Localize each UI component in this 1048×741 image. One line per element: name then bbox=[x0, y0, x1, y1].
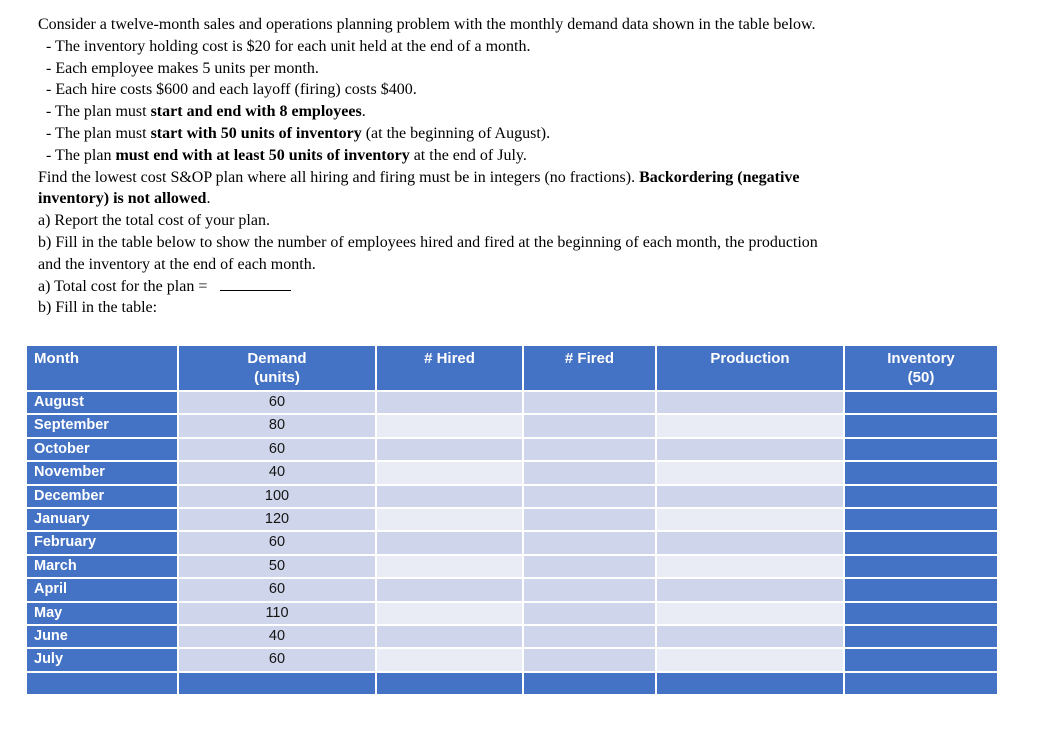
demand-cell: 60 bbox=[179, 649, 375, 670]
column-header-label: Demand bbox=[247, 350, 307, 367]
inventory-cell[interactable] bbox=[845, 392, 997, 413]
footer-cell bbox=[377, 673, 522, 694]
paragraph-line bbox=[38, 101, 1033, 123]
paragraph-line bbox=[38, 58, 1033, 80]
text-segment: . bbox=[206, 190, 211, 208]
answer-blank[interactable] bbox=[220, 278, 291, 291]
footer-cell bbox=[524, 673, 655, 694]
hired-cell[interactable] bbox=[377, 486, 522, 507]
footer-cell bbox=[657, 673, 843, 694]
production-cell[interactable] bbox=[657, 579, 843, 600]
text-segment: Consider a twelve-month sales and operations planning problem with the monthly demand data shown in the table below. bbox=[38, 16, 816, 33]
month-cell: June bbox=[27, 626, 177, 647]
hired-cell[interactable] bbox=[377, 532, 522, 553]
demand-cell: 60 bbox=[179, 579, 375, 600]
table-row bbox=[27, 532, 997, 553]
text-segment: at the end of July. bbox=[409, 146, 527, 164]
table-row bbox=[27, 439, 997, 460]
inventory-cell[interactable] bbox=[845, 439, 997, 460]
hired-cell[interactable] bbox=[377, 556, 522, 577]
hired-cell[interactable] bbox=[377, 439, 522, 460]
table-row bbox=[27, 392, 997, 413]
table-row bbox=[27, 462, 997, 483]
demand-cell: 120 bbox=[179, 509, 375, 530]
text-segment: a) Report the total cost of your plan. bbox=[38, 212, 270, 230]
month-cell: September bbox=[27, 415, 177, 436]
table-row bbox=[27, 556, 997, 577]
production-cell[interactable] bbox=[657, 649, 843, 670]
demand-cell: 60 bbox=[179, 439, 375, 460]
text-segment: - The plan must bbox=[46, 103, 151, 121]
month-cell: May bbox=[27, 603, 177, 624]
fired-cell[interactable] bbox=[524, 603, 655, 624]
paragraph-line bbox=[38, 167, 1033, 189]
fired-cell[interactable] bbox=[524, 649, 655, 670]
inventory-cell[interactable] bbox=[845, 626, 997, 647]
fired-cell[interactable] bbox=[524, 532, 655, 553]
text-segment: a) Total cost for the plan = bbox=[38, 277, 208, 295]
sop-table bbox=[25, 344, 999, 696]
paragraph-line bbox=[38, 145, 1033, 167]
hired-cell[interactable] bbox=[377, 579, 522, 600]
production-cell[interactable] bbox=[657, 603, 843, 624]
column-header-label: Month bbox=[34, 350, 79, 367]
inventory-cell[interactable] bbox=[845, 532, 997, 553]
text-segment: Find the lowest cost S&OP plan where all hiring and firing must be in integers (no fractions). bbox=[38, 168, 640, 186]
production-cell[interactable] bbox=[657, 462, 843, 483]
column-header-sublabel: (units) bbox=[254, 369, 300, 386]
fired-cell[interactable] bbox=[524, 626, 655, 647]
inventory-cell[interactable] bbox=[845, 462, 997, 483]
month-cell: March bbox=[27, 556, 177, 577]
demand-cell: 100 bbox=[179, 486, 375, 507]
month-cell: October bbox=[27, 439, 177, 460]
column-header-inventory bbox=[845, 346, 997, 390]
bold-text-segment: inventory) is not allowed bbox=[38, 190, 207, 208]
table-row bbox=[27, 649, 997, 670]
fired-cell[interactable] bbox=[524, 579, 655, 600]
fired-cell[interactable] bbox=[524, 392, 655, 413]
column-header-production bbox=[657, 346, 843, 390]
column-header-demand bbox=[179, 346, 375, 390]
text-segment: - The plan must bbox=[46, 124, 151, 142]
text-segment: . bbox=[361, 103, 366, 121]
paragraph-line bbox=[38, 79, 1033, 101]
production-cell[interactable] bbox=[657, 509, 843, 530]
demand-cell: 40 bbox=[179, 626, 375, 647]
production-cell[interactable] bbox=[657, 626, 843, 647]
column-header-label: # Hired bbox=[424, 350, 475, 367]
demand-cell: 60 bbox=[179, 532, 375, 553]
column-header-label: Production bbox=[710, 350, 790, 367]
month-cell: January bbox=[27, 509, 177, 530]
fired-cell[interactable] bbox=[524, 415, 655, 436]
bold-text-segment: must end with at least 50 units of inventory bbox=[115, 146, 410, 164]
demand-cell: 60 bbox=[179, 392, 375, 413]
column-header-hired bbox=[377, 346, 522, 390]
fired-cell[interactable] bbox=[524, 439, 655, 460]
inventory-cell[interactable] bbox=[845, 556, 997, 577]
paragraph-line bbox=[38, 232, 1033, 254]
footer-cell bbox=[845, 673, 997, 694]
table-row bbox=[27, 603, 997, 624]
text-segment: b) Fill in the table: bbox=[38, 299, 158, 317]
hired-cell[interactable] bbox=[377, 392, 522, 413]
paragraph-line bbox=[38, 188, 1033, 210]
inventory-cell[interactable] bbox=[845, 486, 997, 507]
bold-text-segment: Backordering (negative bbox=[639, 168, 800, 186]
problem-statement bbox=[38, 14, 1033, 319]
hired-cell[interactable] bbox=[377, 509, 522, 530]
inventory-cell[interactable] bbox=[845, 415, 997, 436]
text-segment: - Each employee makes 5 units per month. bbox=[46, 59, 319, 77]
footer-cell bbox=[27, 673, 177, 694]
demand-cell: 40 bbox=[179, 462, 375, 483]
hired-cell[interactable] bbox=[377, 462, 522, 483]
production-cell[interactable] bbox=[657, 439, 843, 460]
hired-cell[interactable] bbox=[377, 415, 522, 436]
text-segment: - The inventory holding cost is $20 for each unit held at the end of a month. bbox=[46, 37, 531, 55]
fired-cell[interactable] bbox=[524, 486, 655, 507]
fired-cell[interactable] bbox=[524, 509, 655, 530]
paragraph-line bbox=[38, 36, 1033, 58]
bold-text-segment: start with 50 units of inventory bbox=[150, 124, 362, 142]
production-cell[interactable] bbox=[657, 415, 843, 436]
paragraph-line bbox=[38, 14, 1033, 36]
hired-cell[interactable] bbox=[377, 603, 522, 624]
inventory-cell[interactable] bbox=[845, 579, 997, 600]
table-row bbox=[27, 486, 997, 507]
header-row bbox=[27, 346, 997, 390]
fired-cell[interactable] bbox=[524, 462, 655, 483]
paragraph-line bbox=[38, 276, 1033, 298]
table-row bbox=[27, 509, 997, 530]
text-segment: b) Fill in the table below to show the number of employees hired and fired at the beginning of each month, the production bbox=[38, 233, 818, 251]
table-row bbox=[27, 415, 997, 436]
paragraph-line bbox=[38, 297, 1033, 319]
paragraph-line bbox=[38, 210, 1033, 232]
production-cell[interactable] bbox=[657, 532, 843, 553]
column-header-month bbox=[27, 346, 177, 390]
month-cell: February bbox=[27, 532, 177, 553]
column-header-label: # Fired bbox=[564, 350, 615, 367]
inventory-cell[interactable] bbox=[845, 649, 997, 670]
month-cell: July bbox=[27, 649, 177, 670]
footer-row bbox=[27, 673, 997, 694]
text-segment: - The plan bbox=[46, 146, 116, 164]
column-header-sublabel: (50) bbox=[907, 369, 935, 386]
demand-cell: 50 bbox=[179, 556, 375, 577]
bold-text-segment: start and end with 8 employees bbox=[150, 103, 362, 121]
month-cell: April bbox=[27, 579, 177, 600]
paragraph-line bbox=[38, 254, 1033, 276]
production-cell[interactable] bbox=[657, 556, 843, 577]
footer-cell bbox=[179, 673, 375, 694]
fired-cell[interactable] bbox=[524, 556, 655, 577]
production-cell[interactable] bbox=[657, 486, 843, 507]
inventory-cell[interactable] bbox=[845, 509, 997, 530]
text-segment: - Each hire costs $600 and each layoff (firing) costs $400. bbox=[46, 81, 417, 99]
table-row bbox=[27, 579, 997, 600]
column-header-fired bbox=[524, 346, 655, 390]
month-cell: August bbox=[27, 392, 177, 413]
hired-cell[interactable] bbox=[377, 626, 522, 647]
paragraph-line bbox=[38, 123, 1033, 145]
text-segment: and the inventory at the end of each month. bbox=[38, 255, 316, 273]
month-cell: November bbox=[27, 462, 177, 483]
column-header-label: Inventory bbox=[887, 350, 955, 367]
month-cell: December bbox=[27, 486, 177, 507]
table-row bbox=[27, 626, 997, 647]
production-cell[interactable] bbox=[657, 392, 843, 413]
text-segment: (at the beginning of August). bbox=[361, 124, 551, 142]
demand-cell: 110 bbox=[179, 603, 375, 624]
inventory-cell[interactable] bbox=[845, 603, 997, 624]
hired-cell[interactable] bbox=[377, 649, 522, 670]
demand-cell: 80 bbox=[179, 415, 375, 436]
